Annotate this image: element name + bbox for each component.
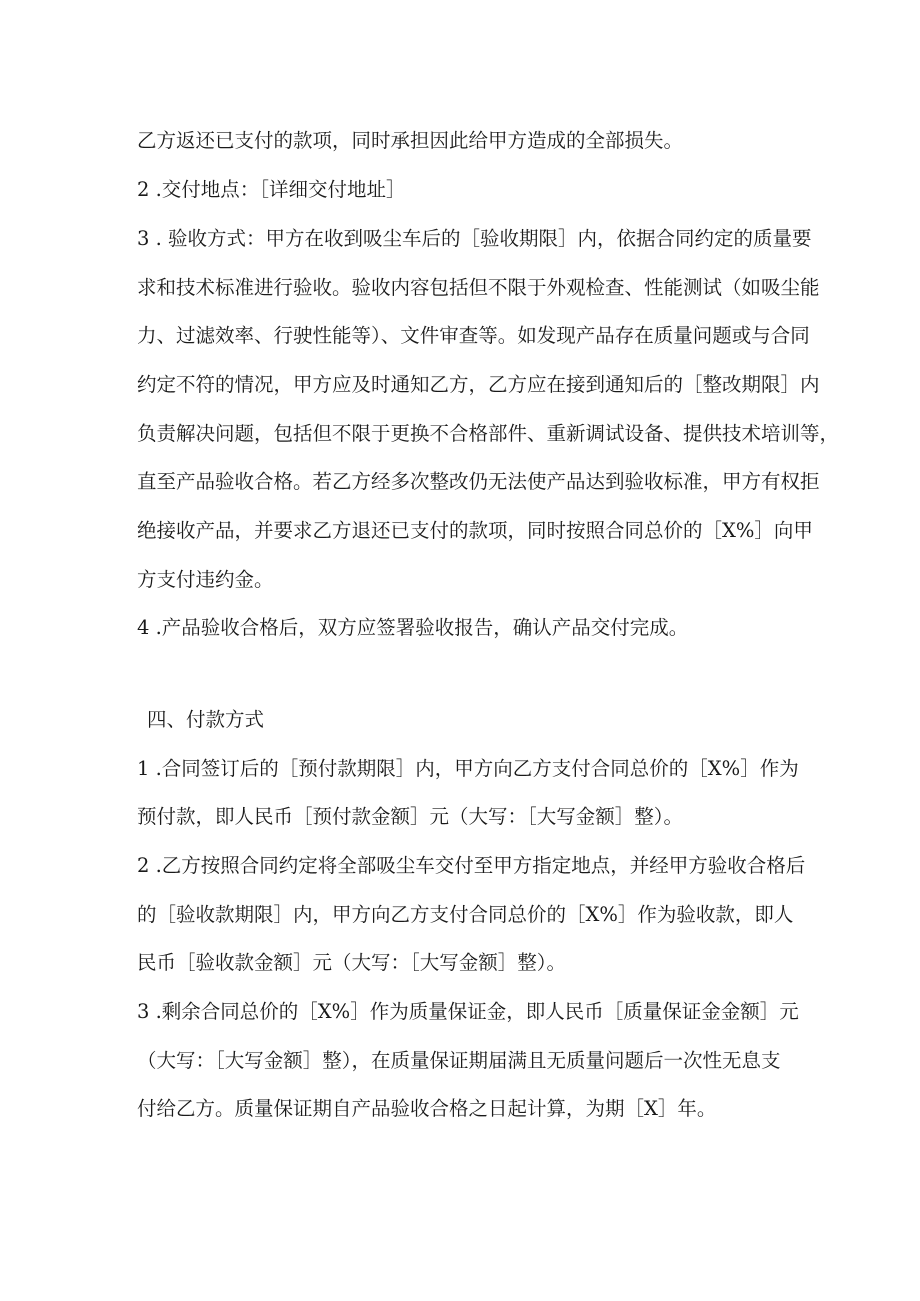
text-line: 3 . 验收方式：甲方在收到吸尘车后的［验收期限］内，依据合同约定的质量要 <box>137 227 812 250</box>
text-line: 方支付违约金。 <box>137 568 274 591</box>
section-heading: 四、付款方式 <box>147 708 265 731</box>
text-line: 4 .产品验收合格后，双方应签署验收报告，确认产品交付完成。 <box>137 616 689 639</box>
text-line: 绝接收产品，并要求乙方退还已支付的款项，同时按照合同总价的［X%］向甲 <box>137 519 813 542</box>
text-line: 直至产品验收合格。若乙方经多次整改仍无法使产品达到验收标准，甲方有权拒 <box>137 470 820 493</box>
text-line: 负责解决问题，包括但不限于更换不合格部件、重新调试设备、提供技术培训等， <box>137 422 840 445</box>
text-line: 的［验收款期限］内，甲方向乙方支付合同总价的［X%］作为验收款，即人 <box>137 903 794 926</box>
text-line: 预付款，即人民币［预付款金额］元（大写：［大写金额］整）。 <box>137 805 684 828</box>
text-line: 2 .交付地点：［详细交付地址］ <box>137 178 406 201</box>
text-line: 乙方返还已支付的款项，同时承担因此给甲方造成的全部损失。 <box>137 129 684 152</box>
text-line: 力、过滤效率、行驶性能等）、文件审查等。如发现产品存在质量问题或与合同 <box>137 324 810 347</box>
text-line: 1 .合同签订后的［预付款期限］内，甲方向乙方支付合同总价的［X%］作为 <box>137 757 799 780</box>
text-line: 民币［验收款金额］元（大写：［大写金额］整）。 <box>137 951 567 974</box>
text-line: 3 .剩余合同总价的［X%］作为质量保证金，即人民币［质量保证金金额］元 <box>137 1000 799 1023</box>
text-line: 求和技术标准进行验收。验收内容包括但不限于外观检查、性能测试（如吸尘能 <box>137 276 820 299</box>
text-line: 2 .乙方按照合同约定将全部吸尘车交付至甲方指定地点，并经甲方验收合格后 <box>137 854 806 877</box>
text-line: （大写：［大写金额］整），在质量保证期届满且无质量问题后一次性无息支 <box>137 1049 781 1072</box>
text-line: 约定不符的情况，甲方应及时通知乙方，乙方应在接到通知后的［整改期限］内 <box>137 373 820 396</box>
text-line: 付给乙方。质量保证期自产品验收合格之日起计算，为期［X］年。 <box>137 1097 717 1120</box>
